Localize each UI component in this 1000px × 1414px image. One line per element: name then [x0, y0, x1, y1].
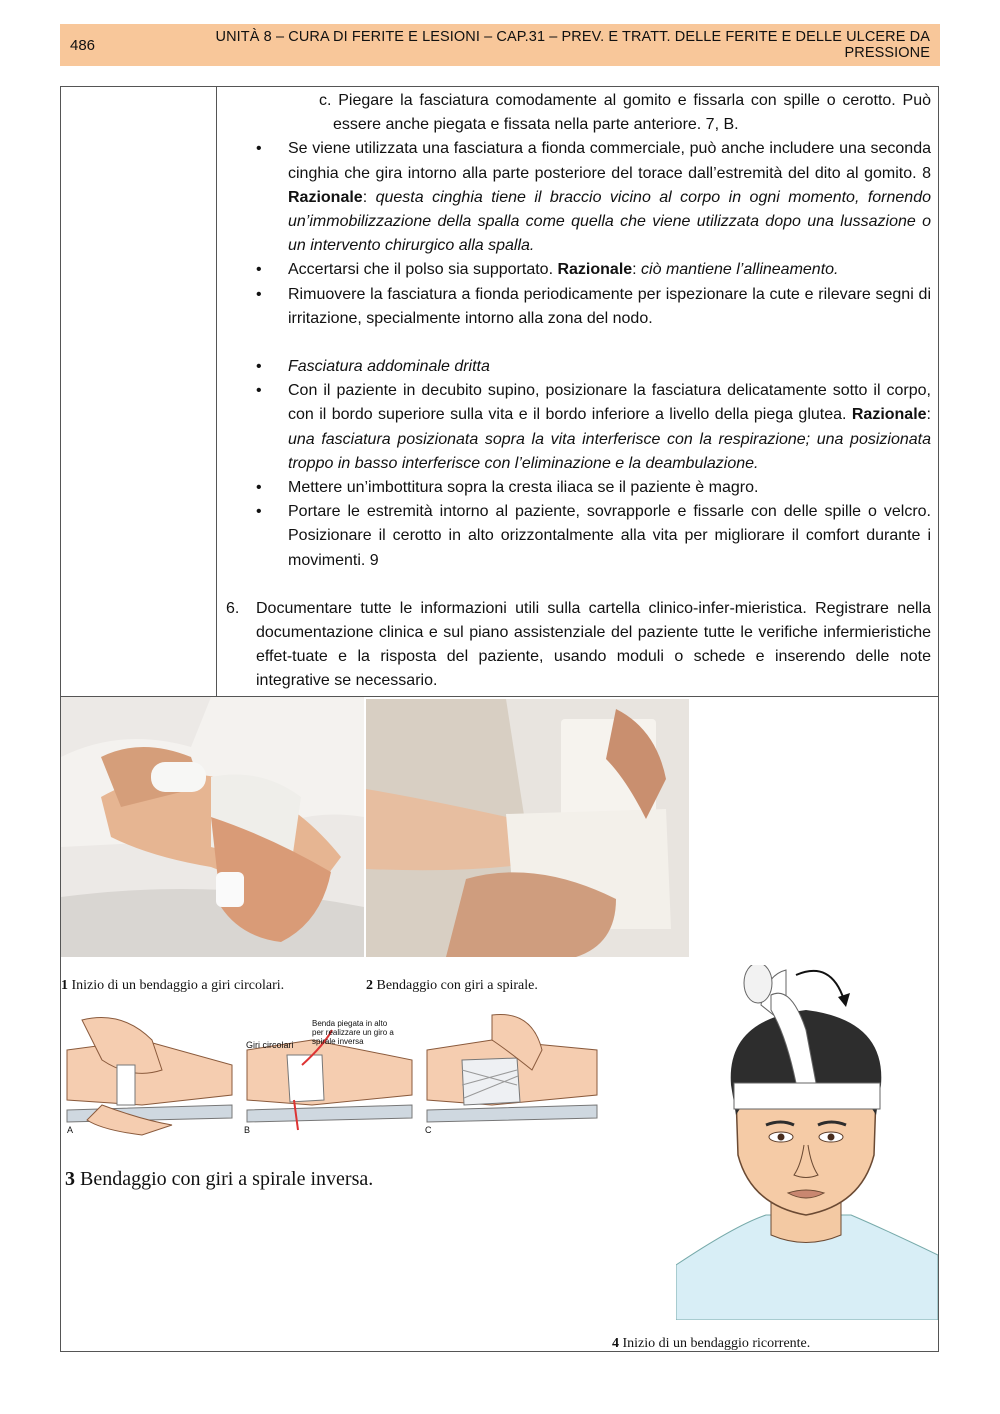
bullet-padding: • Mettere un’imbottitura sopra la cresta iliaca se il paziente è magro. — [226, 476, 931, 500]
figure-3-label-b: B — [244, 1125, 251, 1135]
chapter-title: UNITÀ 8 – CURA DI FERITE E LESIONI – CAP.31 – PREV. E TRATT. DELLE FERITE E DELLE ULCERE DA PRESSIONE — [215, 29, 930, 61]
figure-3-label-a: A — [67, 1125, 74, 1135]
bullet-wrist-support: • Accertarsi che il polso sia supportato. Razionale: ciò mantiene l’allineamento. — [226, 258, 931, 282]
column-divider — [216, 87, 217, 696]
page-header — [60, 24, 940, 66]
bullet-supine-position: • Con il paziente in decubito supino, posizionare la fasciatura delicatamente sotto il corpo, con il bordo superiore sulla vita e il bordo inferiore a livello della piega glutea. Razionale: una fasciatura posizionata sopra la vita interferisce con la respirazione; una posizionata troppo in basso interferisce con l’eliminazione e la deambulazione. — [226, 379, 931, 476]
figure-1-photo — [61, 697, 364, 957]
figure-3-label-giri: Giri circolari — [246, 1040, 294, 1050]
step-6-documentation: 6. Documentare tutte le informazioni utili sulla cartella clinico-infer-mieristica. Registrare nella documentazione clinica e sul piano assistenziale del paziente tutte le verifiche infermieristiche effet-tuate e la risposta del paziente, usando moduli o schede e inserendo delle note integrative se necessario. — [226, 599, 931, 690]
bullet-secure-ends: • Portare le estremità intorno al paziente, sovrapporle e fissarle con delle spille o velcro. Posizionare il cerotto in alto orizzontalmente alla vita per migliorare il comfort durante i movimenti. 9 — [226, 500, 931, 573]
figure-2-photo — [366, 699, 689, 957]
panel-c — [427, 1014, 597, 1122]
page-number: 486 — [70, 36, 96, 54]
figure-4-illustration — [676, 965, 938, 1320]
figure-3-label-c: C — [425, 1125, 432, 1135]
panel-a — [67, 1018, 232, 1136]
bullet-abdominal-binder: • Fasciatura addominale dritta — [226, 355, 931, 379]
figure-4-caption: 4 Inizio di un bendaggio ricorrente. — [612, 1336, 811, 1351]
figure-3-label-benda: Benda piegata in alto per realizzare un giro a spirale inversa — [312, 1019, 394, 1046]
procedure-text — [226, 89, 931, 694]
figure-2-caption: 2 Bendaggio con giri a spirale. — [366, 978, 538, 993]
bullet-commercial-sling: • Se viene utilizzata una fasciatura a fionda commerciale, può anche includere una seconda cinghia che gira intorno alla parte posteriore del torace dall’estremità del dito al gomito. 8 Razionale: questa cinghia tiene il braccio vicino al corpo in ogni momento, fornendo un’immobilizzazione della spalla come quella che viene utilizzata dopo una lussazione o un intervento chirurgico alla spalla. — [226, 137, 931, 258]
figure-3-caption: 3 Bendaggio con giri a spirale inversa. — [65, 1168, 374, 1190]
sub-item-c: c. Piegare la fasciatura comodamente al gomito e fissarla con spille o cerotto. Può essere anche piegata e fissata nella parte anteriore. 7, B. — [319, 92, 931, 134]
bullet-remove-sling: • Rimuovere la fasciatura a fionda periodicamente per ispezionare la cute e rilevare segni di irritazione, specialmente intorno alla zona del nodo. — [226, 283, 931, 331]
figure-1-caption: 1 Inizio di un bendaggio a giri circolari. — [61, 978, 285, 993]
